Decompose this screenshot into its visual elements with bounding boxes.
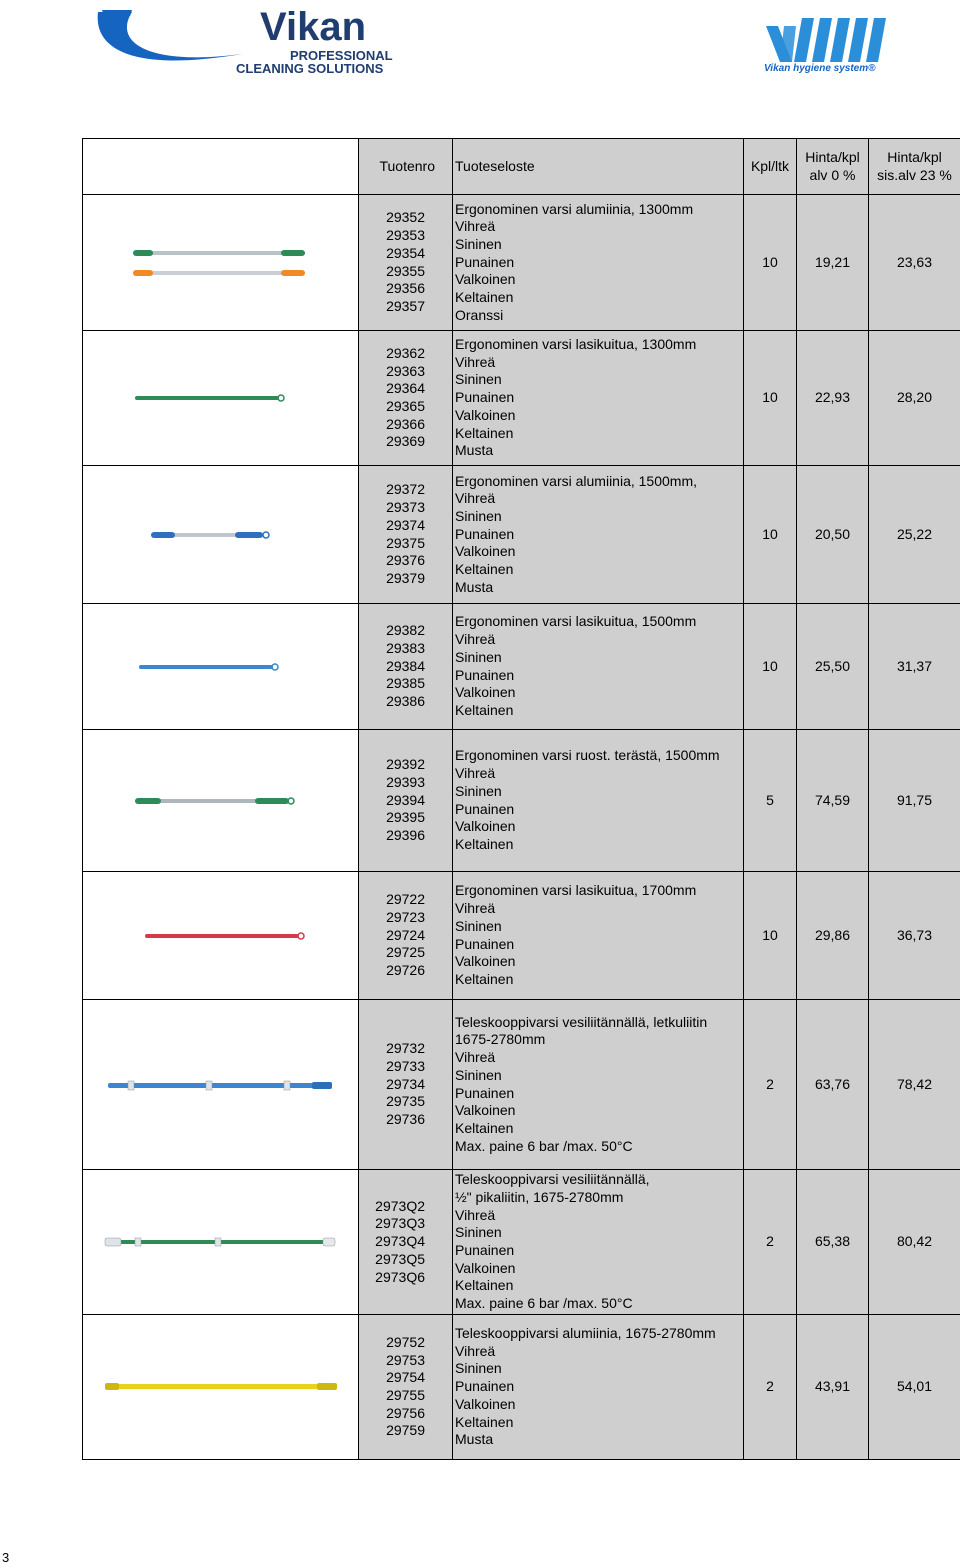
desc-line: Valkoinen xyxy=(455,1102,516,1119)
price-net: 25,50 xyxy=(797,604,869,730)
desc-line: Punainen xyxy=(455,1084,515,1101)
code: 29369 xyxy=(386,433,425,450)
code: 29759 xyxy=(386,1422,425,1439)
desc-line: 1675-2780mm xyxy=(455,1031,546,1048)
desc-line: Vihreä xyxy=(455,900,496,917)
desc-line: Sininen xyxy=(455,1360,502,1377)
code: 2973Q5 xyxy=(375,1250,425,1267)
header-price-gross-2: sis.alv 23 % xyxy=(877,166,952,183)
code: 2973Q2 xyxy=(375,1197,425,1214)
price-net: 20,50 xyxy=(797,466,869,604)
desc-line: Teleskooppivarsi alumiinia, 1675-2780mm xyxy=(455,1325,716,1342)
product-image-cell xyxy=(83,604,359,730)
header-price-net-2: alv 0 % xyxy=(809,166,856,183)
table-row xyxy=(83,604,960,730)
price-gross: 25,22 xyxy=(869,466,960,604)
price-net: 63,76 xyxy=(797,1000,869,1170)
product-image-cell xyxy=(83,466,359,604)
desc-line: Musta xyxy=(455,1431,494,1448)
brand-name: Vikan xyxy=(260,5,366,49)
price-net: 65,38 xyxy=(797,1170,869,1315)
code: 29725 xyxy=(386,944,425,961)
product-image-cell xyxy=(83,331,359,466)
price-gross: 28,20 xyxy=(869,331,960,466)
desc-line: Keltainen xyxy=(455,701,514,718)
desc-line: Sininen xyxy=(455,507,502,524)
desc-line: Punainen xyxy=(455,1378,515,1395)
price-net: 43,91 xyxy=(797,1315,869,1460)
desc-line: Keltainen xyxy=(455,1119,514,1136)
desc-line: Valkoinen xyxy=(455,818,516,835)
code: 29355 xyxy=(386,262,425,279)
header-desc: Tuoteseloste xyxy=(453,139,744,195)
header-code: Tuotenro xyxy=(359,139,453,195)
desc-line: Valkoinen xyxy=(455,543,516,560)
desc-line: Musta xyxy=(455,578,494,595)
vhs-logo-text: Vikan hygiene system® xyxy=(764,63,876,74)
desc-line: Keltainen xyxy=(455,561,514,578)
product-image-cell xyxy=(83,195,359,331)
code: 29393 xyxy=(386,773,425,790)
qty: 5 xyxy=(744,730,797,872)
desc-line: Valkoinen xyxy=(455,953,516,970)
code: 29755 xyxy=(386,1387,425,1403)
code: 29395 xyxy=(386,809,425,826)
desc-line: Ergonominen varsi alumiinia, 1300mm xyxy=(455,200,694,217)
vikan-hygiene-system-logo xyxy=(762,18,892,80)
code: 29734 xyxy=(386,1075,425,1092)
handle-image-icon xyxy=(131,505,311,565)
code: 29356 xyxy=(386,280,425,297)
product-codes xyxy=(359,195,453,331)
table-row xyxy=(83,195,960,331)
code: 29726 xyxy=(386,962,425,979)
desc-line: Ergonominen varsi alumiinia, 1500mm, xyxy=(455,472,697,489)
desc-line: Vihreä xyxy=(455,1049,496,1066)
code: 29723 xyxy=(386,908,425,925)
code: 29382 xyxy=(386,622,425,639)
desc-line: Sininen xyxy=(455,1224,502,1241)
desc-line: ½" pikaliitin, 1675-2780mm xyxy=(455,1188,624,1205)
code: 29364 xyxy=(386,380,425,397)
desc-line: Max. paine 6 bar /max. 50°C xyxy=(455,1137,633,1154)
handle-image-icon xyxy=(103,1357,339,1417)
code: 2973Q3 xyxy=(375,1215,425,1232)
qty: 10 xyxy=(744,331,797,466)
table-row xyxy=(83,331,960,466)
price-net: 22,93 xyxy=(797,331,869,466)
price-gross: 91,75 xyxy=(869,730,960,872)
desc-line: Ergonominen varsi ruost. terästä, 1500mm xyxy=(455,747,720,764)
table-row xyxy=(83,1315,960,1460)
desc-line: Ergonominen varsi lasikuitua, 1500mm xyxy=(455,613,697,630)
code: 29735 xyxy=(386,1093,425,1110)
product-description xyxy=(453,195,744,331)
brand-sub2: CLEANING SOLUTIONS xyxy=(236,61,384,76)
price-net: 19,21 xyxy=(797,195,869,331)
desc-line: Punainen xyxy=(455,389,515,406)
desc-line: Sininen xyxy=(455,917,502,934)
table-row xyxy=(83,466,960,604)
table-row xyxy=(83,1170,960,1315)
desc-line: Valkoinen xyxy=(455,1259,516,1276)
code: 29392 xyxy=(386,756,425,773)
code: 29353 xyxy=(386,227,425,244)
price-gross: 23,63 xyxy=(869,195,960,331)
product-codes xyxy=(359,1170,453,1315)
product-image-cell xyxy=(83,1315,359,1460)
handle-image-icon xyxy=(131,368,311,428)
desc-line: Ergonominen varsi lasikuitua, 1700mm xyxy=(455,882,697,899)
header-price-net-1: Hinta/kpl xyxy=(805,148,860,165)
code: 2973Q4 xyxy=(375,1233,425,1250)
desc-line: Vihreä xyxy=(455,765,496,782)
desc-line: Punainen xyxy=(455,666,515,683)
code: 29385 xyxy=(386,675,425,692)
product-description xyxy=(453,872,744,1000)
table-row xyxy=(83,872,960,1000)
desc-line: Keltainen xyxy=(455,1413,514,1430)
code: 29754 xyxy=(386,1369,425,1386)
product-description xyxy=(453,1000,744,1170)
product-codes xyxy=(359,730,453,872)
desc-line: Musta xyxy=(455,442,494,459)
code: 29753 xyxy=(386,1351,425,1368)
price-gross: 54,01 xyxy=(869,1315,960,1460)
brand-sub1: PROFESSIONAL xyxy=(290,48,393,63)
code: 29352 xyxy=(386,209,425,226)
price-gross: 78,42 xyxy=(869,1000,960,1170)
vikan-logo xyxy=(92,4,432,78)
desc-line: Vihreä xyxy=(455,353,496,370)
code: 2973Q6 xyxy=(375,1268,425,1285)
product-description xyxy=(453,466,744,604)
page-number: 3 xyxy=(2,1550,10,1565)
code: 29375 xyxy=(386,534,425,551)
product-image-cell xyxy=(83,1170,359,1315)
code: 29724 xyxy=(386,926,425,943)
header-price-net xyxy=(797,139,869,195)
code: 29736 xyxy=(386,1111,425,1128)
table-row xyxy=(83,730,960,872)
code: 29396 xyxy=(386,827,425,844)
table-header-row xyxy=(83,139,960,195)
product-codes xyxy=(359,331,453,466)
code: 29383 xyxy=(386,639,425,656)
desc-line: Valkoinen xyxy=(455,684,516,701)
code: 29756 xyxy=(386,1404,425,1421)
product-image-cell xyxy=(83,872,359,1000)
desc-line: Sininen xyxy=(455,782,502,799)
vhs-stripes-icon xyxy=(762,18,892,62)
desc-line: Keltainen xyxy=(455,970,514,987)
desc-line: Vihreä xyxy=(455,1342,496,1359)
desc-line: Max. paine 6 bar /max. 50°C xyxy=(455,1295,633,1312)
desc-line: Valkoinen xyxy=(455,1395,516,1412)
desc-line: Vihreä xyxy=(455,631,496,648)
code: 29752 xyxy=(386,1333,425,1350)
desc-line: Punainen xyxy=(455,800,515,817)
desc-line: Teleskooppivarsi vesiliitännällä, xyxy=(455,1171,650,1188)
desc-line: Sininen xyxy=(455,1066,502,1083)
code: 29386 xyxy=(386,693,425,710)
code: 29372 xyxy=(386,481,425,498)
desc-line: Keltainen xyxy=(455,424,514,441)
product-description xyxy=(453,604,744,730)
desc-line: Keltainen xyxy=(455,1277,514,1294)
desc-line: Sininen xyxy=(455,648,502,665)
product-codes xyxy=(359,1315,453,1460)
desc-line: Punainen xyxy=(455,253,515,270)
header-price-gross xyxy=(869,139,960,195)
desc-line: Punainen xyxy=(455,525,515,542)
product-codes xyxy=(359,872,453,1000)
product-description xyxy=(453,331,744,466)
qty: 2 xyxy=(744,1000,797,1170)
product-codes xyxy=(359,604,453,730)
handle-image-icon xyxy=(131,906,311,966)
desc-line: Vihreä xyxy=(455,218,496,235)
code: 29357 xyxy=(386,297,425,314)
price-gross: 36,73 xyxy=(869,872,960,1000)
product-codes xyxy=(359,466,453,604)
desc-line: Sininen xyxy=(455,235,502,252)
qty: 10 xyxy=(744,195,797,331)
price-gross: 31,37 xyxy=(869,604,960,730)
code: 29376 xyxy=(386,552,425,569)
qty: 2 xyxy=(744,1315,797,1460)
qty: 10 xyxy=(744,872,797,1000)
handle-image-icon xyxy=(131,233,311,293)
handle-image-icon xyxy=(131,771,311,831)
product-image-cell xyxy=(83,1000,359,1170)
product-image-cell xyxy=(83,730,359,872)
desc-line: Valkoinen xyxy=(455,271,516,288)
handle-image-icon xyxy=(103,1212,339,1272)
desc-line: Sininen xyxy=(455,371,502,388)
code: 29384 xyxy=(386,657,425,674)
code: 29394 xyxy=(386,791,425,808)
code: 29373 xyxy=(386,499,425,516)
qty: 10 xyxy=(744,466,797,604)
desc-line: Teleskooppivarsi vesiliitännällä, letkuliitin xyxy=(455,1013,708,1030)
desc-line: Punainen xyxy=(455,935,515,952)
handle-image-icon xyxy=(131,637,311,697)
desc-line: Punainen xyxy=(455,1242,515,1258)
header-price-gross-1: Hinta/kpl xyxy=(887,148,942,165)
handle-image-icon xyxy=(106,1055,336,1115)
header-image-cell xyxy=(83,139,359,195)
desc-line: Vihreä xyxy=(455,1206,496,1223)
price-gross: 80,42 xyxy=(869,1170,960,1315)
code: 29366 xyxy=(386,415,425,432)
qty: 2 xyxy=(744,1170,797,1315)
price-net: 29,86 xyxy=(797,872,869,1000)
product-description xyxy=(453,730,744,872)
code: 29365 xyxy=(386,398,425,414)
table-row xyxy=(83,1000,960,1170)
qty: 10 xyxy=(744,604,797,730)
code: 29362 xyxy=(386,344,425,361)
product-description xyxy=(453,1170,744,1315)
product-codes xyxy=(359,1000,453,1170)
code: 29379 xyxy=(386,569,425,586)
price-table xyxy=(82,138,960,1460)
code: 29732 xyxy=(386,1040,425,1057)
desc-line: Valkoinen xyxy=(455,406,516,423)
desc-line: Keltainen xyxy=(455,835,514,852)
desc-line: Vihreä xyxy=(455,490,496,507)
product-description xyxy=(453,1315,744,1460)
code: 29374 xyxy=(386,516,425,533)
desc-line: Ergonominen varsi lasikuitua, 1300mm xyxy=(455,336,697,353)
code: 29363 xyxy=(386,362,425,379)
price-net: 74,59 xyxy=(797,730,869,872)
code: 29354 xyxy=(386,244,425,261)
desc-line: Keltainen xyxy=(455,289,514,306)
code: 29733 xyxy=(386,1057,425,1074)
header-qty: Kpl/ltk xyxy=(744,139,797,195)
code: 29722 xyxy=(386,891,425,908)
desc-line: Oranssi xyxy=(455,306,504,323)
